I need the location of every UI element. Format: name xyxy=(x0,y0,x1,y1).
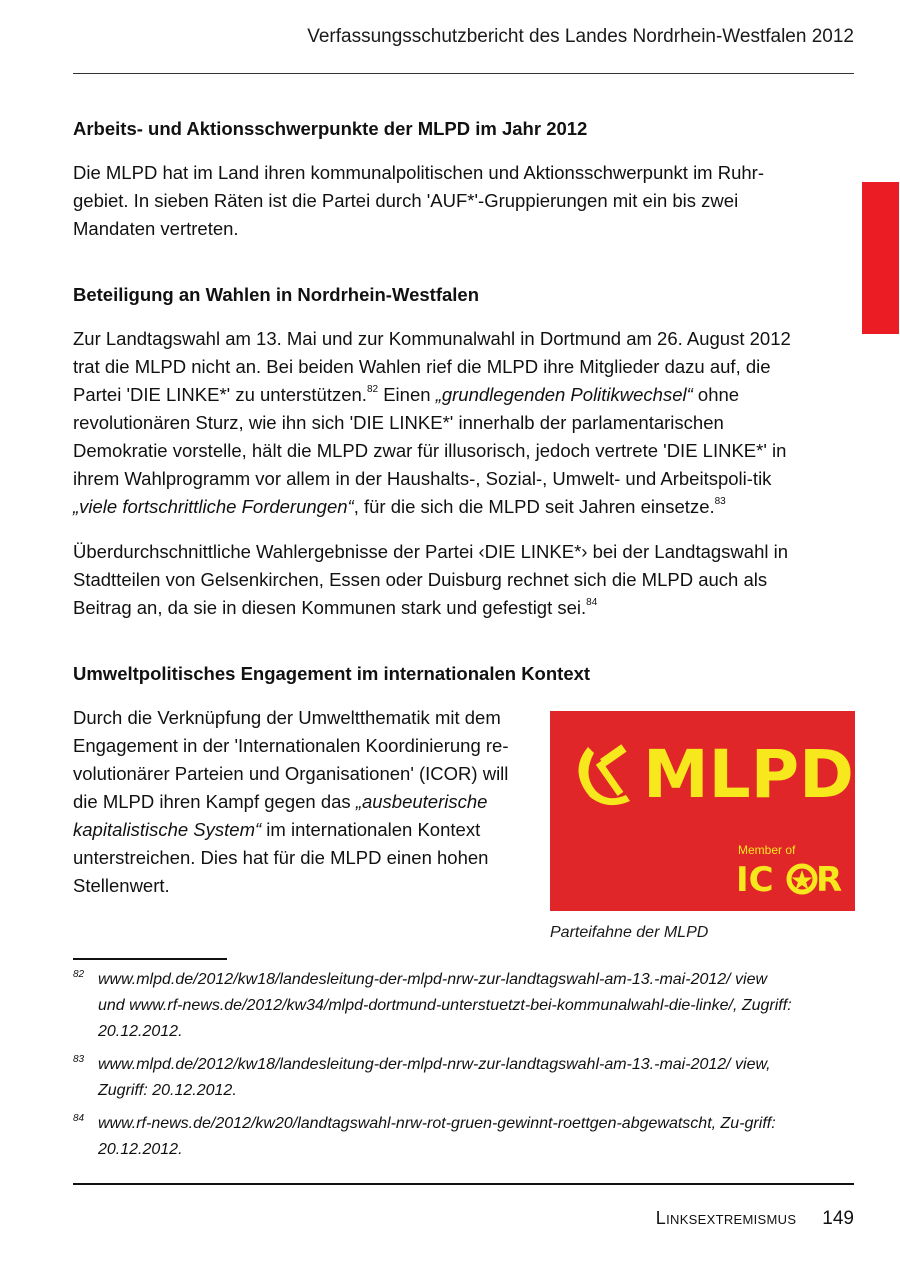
party-flag-figure xyxy=(550,711,855,942)
paragraph: Durch die Verknüpfung der Umweltthematik mit dem Engagement in der 'Internationalen Koordinierung re-volutionärer Parteien und Organisationen' (ICOR) will die MLPD ihren Kampf gegen das „ausbeuterische kapitalistische System“ im internationalen Kontext unterstreichen. Dies hat für die MLPD einen hohen Stellenwert. xyxy=(73,707,509,896)
footnote-text: www.mlpd.de/2012/kw18/landesleitung-der-mlpd-nrw-zur-landtagswahl-am-13.-mai-2012/ view und www.rf-news.de/2012/kw34/mlpd-dortmund-unterstuetzt-bei-kommunalwahl-die-linke/, Zugriff: 20.12.2012. xyxy=(98,971,792,1040)
page-footer xyxy=(656,1208,854,1230)
footnote-ref[interactable]: 83 xyxy=(714,496,726,507)
footnote xyxy=(73,967,793,1045)
header-divider xyxy=(73,73,854,74)
footnote-number: 84 xyxy=(73,1113,85,1124)
section-heading: Beteiligung an Wahlen in Nordrhein-Westfalen xyxy=(73,284,479,305)
icor-text: IC xyxy=(736,860,774,900)
footnote-text: www.mlpd.de/2012/kw18/landesleitung-der-mlpd-nrw-zur-landtagswahl-am-13.-mai-2012/ view, Zugriff: 20.12.2012. xyxy=(98,1056,771,1099)
footnote-text: www.rf-news.de/2012/kw20/landtagswahl-nrw-rot-gruen-gewinnt-roettgen-abgewatscht, Zu-griff: 20.12.2012. xyxy=(98,1115,776,1158)
mlpd-logo-graphic xyxy=(550,711,855,911)
member-of-label: Member of xyxy=(738,843,796,857)
mlpd-flag-image xyxy=(550,711,855,911)
footnote-divider xyxy=(73,958,227,960)
paragraph: Die MLPD hat im Land ihren kommunalpolitischen und Aktionsschwerpunkt im Ruhr-gebiet. In sieben Räten ist die Partei durch 'AUF*'-Gruppierungen mit ein bis zwei Mandaten vertreten. xyxy=(73,162,764,239)
logo-text: MLPD xyxy=(643,736,854,813)
chapter-marker-tab xyxy=(862,182,899,334)
paragraph: Zur Landtagswahl am 13. Mai und zur Kommunalwahl in Dortmund am 26. August 2012 trat die MLPD nicht an. Bei beiden Wahlen rief die MLPD ihre Mitglieder dazu auf, die Partei 'DIE LINKE*' zu unterstützen.$^{82}$ Einen „grundlegenden Politikwechsel“ ohne revolutionären Sturz, wie ihn sich 'DIE LINKE*' innerhalb der parlamentarischen Demokratie vorstelle, hält die MLPD zwar für illusorisch, jedoch vertrete 'DIE LINKE*' in ihrem Wahlprogramm vor allem in der Haushalts-, Sozial-, Umwelt- und Arbeitspoli-tik „viele fortschrittliche Forderungen“, für die sich die MLPD seit Jahren einsetze.$^{83}$ xyxy=(73,328,791,517)
hammer-sickle-icon xyxy=(578,744,630,805)
footnote xyxy=(73,1111,793,1163)
section-heading: Arbeits- und Aktionsschwerpunkte der MLPD im Jahr 2012 xyxy=(73,118,588,139)
paragraph: Überdurchschnittliche Wahlergebnisse der Partei ‹DIE LINKE*› bei der Landtagswahl in Stadtteilen von Gelsenkirchen, Essen oder Duisburg rechnet sich die MLPD auch als Beitrag an, da sie in diesen Kommunen stark und gefestigt sei.$^{84}$ xyxy=(73,541,789,618)
footer-section-name: Linksextremismus xyxy=(655,1208,797,1228)
icor-text-end: R xyxy=(816,860,843,900)
figure-caption: Parteifahne der MLPD xyxy=(550,924,709,941)
footnote-ref[interactable]: 84 xyxy=(586,597,598,608)
footnote-number: 83 xyxy=(73,1054,85,1065)
page-number: 149 xyxy=(822,1208,854,1229)
running-header: Verfassungsschutzbericht des Landes Nordrhein-Westfalen 2012 xyxy=(307,26,854,47)
footnote-ref[interactable]: 82 xyxy=(366,384,379,395)
footnote xyxy=(73,1052,793,1104)
footnotes xyxy=(73,967,793,1170)
footer-divider xyxy=(73,1183,854,1185)
footnote-number: 82 xyxy=(73,969,85,980)
section-heading: Umweltpolitisches Engagement im internationalen Kontext xyxy=(73,663,591,684)
